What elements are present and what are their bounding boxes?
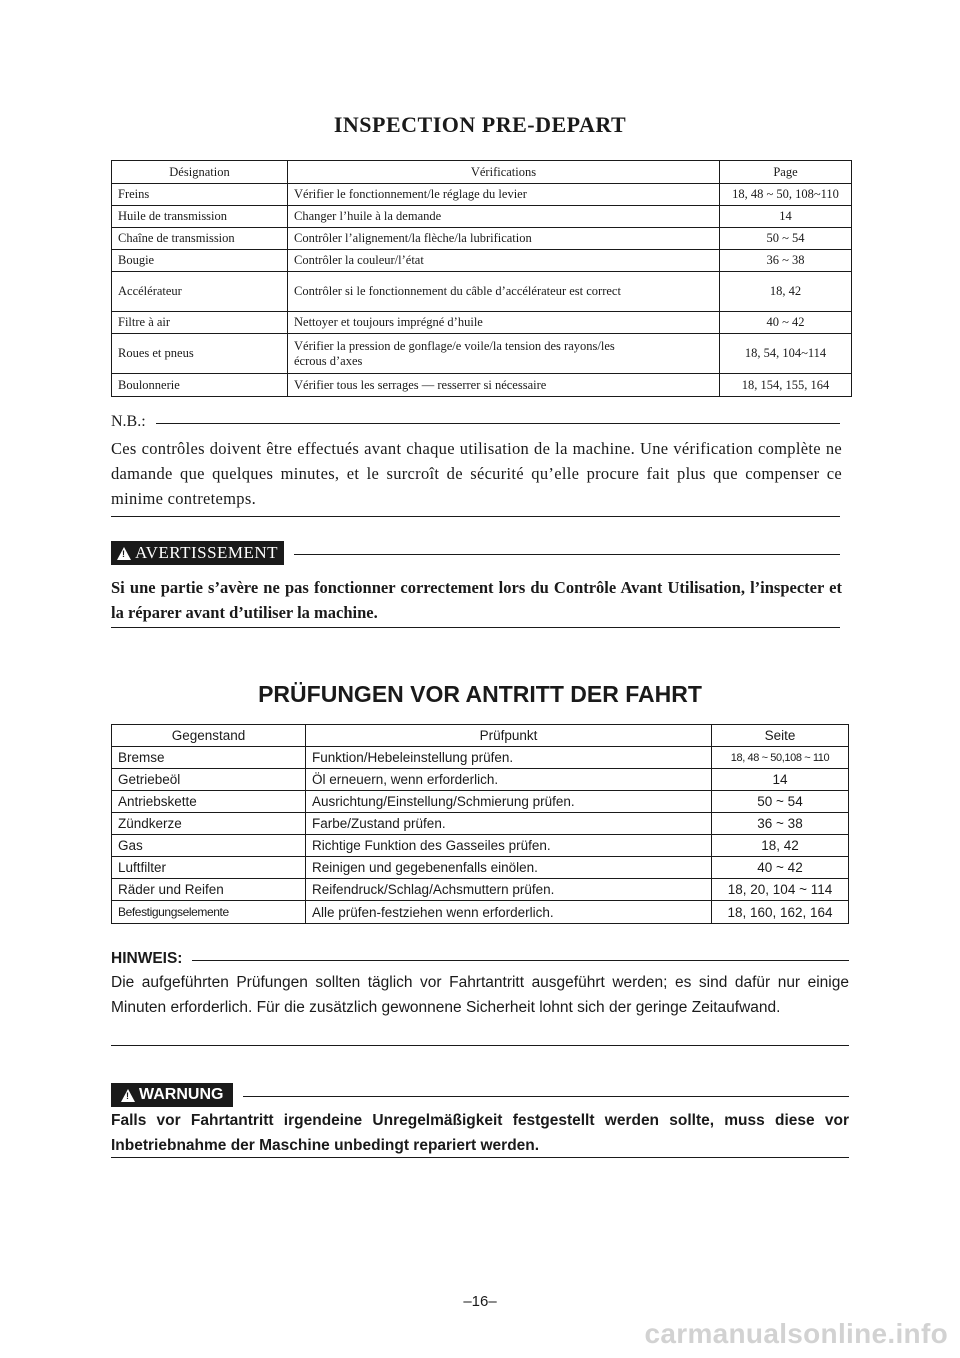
fr-page: 14 — [720, 206, 852, 228]
fr-note-label: N.B.: — [111, 413, 146, 430]
de-check: Ausrichtung/Einstellung/Schmierung prüfen. — [306, 791, 712, 813]
de-check: Alle prüfen-festziehen wenn erforderlich. — [306, 901, 712, 924]
table-row — [112, 206, 852, 228]
table-row — [112, 184, 852, 206]
de-page: 18, 48 ~ 50,108 ~ 110 — [712, 747, 849, 769]
table-row — [112, 747, 849, 769]
fr-check: Contrôler la couleur/l’état — [288, 250, 720, 272]
de-check: Reinigen und gegebenenfalls einölen. — [306, 857, 712, 879]
de-item: Befestigungselemente — [112, 901, 306, 924]
fr-page: 18, 42 — [720, 272, 852, 312]
de-header-gegenstand: Gegenstand — [112, 725, 306, 747]
fr-page: 18, 48 ~ 50, 108~110 — [720, 184, 852, 206]
fr-inspection-table — [111, 160, 852, 397]
fr-item: Bougie — [112, 250, 288, 272]
de-warning-rule — [243, 1096, 849, 1097]
fr-warning-badge — [111, 541, 284, 565]
fr-warning-end-rule — [111, 627, 840, 628]
table-row — [112, 312, 852, 334]
de-warning-end-rule — [111, 1157, 849, 1158]
de-item: Getriebeöl — [112, 769, 306, 791]
table-row — [112, 879, 849, 901]
fr-note-rule — [156, 423, 840, 424]
de-warning-label: WARNUNG — [139, 1086, 224, 1103]
de-item: Luftfilter — [112, 857, 306, 879]
fr-check: Vérifier tous les serrages — resserrer si nécessaire — [288, 374, 720, 397]
fr-table-header-row — [112, 161, 852, 184]
fr-item: Freins — [112, 184, 288, 206]
fr-item: Huile de transmission — [112, 206, 288, 228]
de-check: Reifendruck/Schlag/Achsmuttern prüfen. — [306, 879, 712, 901]
de-note-end-rule — [111, 1045, 849, 1046]
de-inspection-table — [111, 724, 849, 924]
de-table-header-row — [112, 725, 849, 747]
de-page: 18, 160, 162, 164 — [712, 901, 849, 924]
fr-page: 40 ~ 42 — [720, 312, 852, 334]
de-item: Bremse — [112, 747, 306, 769]
warning-triangle-icon: ! — [117, 547, 131, 560]
fr-warning-text: Si une partie s’avère ne pas fonctionner correctement lors du Contrôle Avant Utilisation, l’inspecter et la réparer avant d’utiliser la machine. — [111, 578, 842, 622]
table-row — [112, 857, 849, 879]
fr-note-end-rule — [111, 516, 840, 517]
table-row — [112, 272, 852, 312]
fr-note-text: Ces contrôles doivent être effectués avant chaque utilisation de la machine. Une vérification complète ne damande que quelques minutes, et le surcroît de sécurité qu’elle procure fait plus que compenser ce minime contretemps. — [111, 439, 842, 508]
table-row — [112, 813, 849, 835]
fr-header-verifications: Vérifications — [288, 161, 720, 184]
de-page: 18, 42 — [712, 835, 849, 857]
watermark: carmanualsonline.info — [644, 1318, 948, 1349]
fr-check: Vérifier la pression de gonflage/e voile/la tension des rayons/les écrous d’axes — [288, 334, 720, 374]
de-item: Antriebskette — [112, 791, 306, 813]
de-page: 14 — [712, 769, 849, 791]
table-row — [112, 250, 852, 272]
fr-warning-label: AVERTISSEMENT — [135, 543, 279, 562]
warning-triangle-icon: ! — [121, 1089, 135, 1102]
fr-check: Contrôler si le fonctionnement du câble d’accélérateur est correct — [288, 272, 720, 312]
de-page: 40 ~ 42 — [712, 857, 849, 879]
table-row — [112, 228, 852, 250]
fr-header-page: Page — [720, 161, 852, 184]
fr-check: Nettoyer et toujours imprégné d’huile — [288, 312, 720, 334]
fr-header-designation: Désignation — [112, 161, 288, 184]
fr-page: 18, 154, 155, 164 — [720, 374, 852, 397]
de-check: Funktion/Hebeleinstellung prüfen. — [306, 747, 712, 769]
fr-page: 50 ~ 54 — [720, 228, 852, 250]
fr-check: Contrôler l’alignement/la flèche/la lubrification — [288, 228, 720, 250]
de-header-seite: Seite — [712, 725, 849, 747]
fr-warning-heading — [111, 541, 840, 565]
de-item: Gas — [112, 835, 306, 857]
fr-check: Changer l’huile à la demande — [288, 206, 720, 228]
de-check: Öl erneuern, wenn erforderlich. — [306, 769, 712, 791]
table-row — [112, 791, 849, 813]
table-row — [112, 374, 852, 397]
de-item: Räder und Reifen — [112, 879, 306, 901]
table-row — [112, 901, 849, 924]
de-page-title: PRÜFUNGEN VOR ANTRITT DER FAHRT — [258, 681, 702, 707]
de-item: Zündkerze — [112, 813, 306, 835]
de-warning-heading — [111, 1083, 849, 1107]
de-header-pruefpunkt: Prüfpunkt — [306, 725, 712, 747]
fr-item: Roues et pneus — [112, 334, 288, 374]
de-note-heading — [111, 950, 849, 968]
fr-item: Chaîne de transmission — [112, 228, 288, 250]
fr-item: Accélérateur — [112, 272, 288, 312]
table-row — [112, 334, 852, 374]
de-page: 18, 20, 104 ~ 114 — [712, 879, 849, 901]
de-note-label: HINWEIS: — [111, 950, 183, 967]
de-warning-text: Falls vor Fahrtantritt irgendeine Unregelmäßigkeit festgestellt werden sollte, muss diese vor Inbetriebnahme der Maschine unbedingt repariert werden. — [111, 1112, 849, 1154]
de-note-text: Die aufgeführten Prüfungen sollten täglich vor Fahrtantritt ausgeführt werden; es sind dafür nur einige Minuten erforderlich. Für die zusätzlich gewonnene Sicherheit lohnt sich der geringe Zeitaufwand. — [111, 974, 849, 1016]
de-warning-badge — [111, 1083, 233, 1107]
de-note-rule — [192, 960, 849, 961]
fr-item: Boulonnerie — [112, 374, 288, 397]
de-check: Richtige Funktion des Gasseiles prüfen. — [306, 835, 712, 857]
fr-page: 18, 54, 104~114 — [720, 334, 852, 374]
fr-page: 36 ~ 38 — [720, 250, 852, 272]
de-check: Farbe/Zustand prüfen. — [306, 813, 712, 835]
fr-page-title: INSPECTION PRE-DEPART — [333, 112, 627, 137]
fr-warning-rule — [294, 554, 840, 555]
page-number: –16– — [463, 1293, 497, 1310]
fr-note-heading — [111, 413, 840, 431]
table-row — [112, 769, 849, 791]
fr-check: Vérifier le fonctionnement/le réglage du levier — [288, 184, 720, 206]
fr-item: Filtre à air — [112, 312, 288, 334]
table-row — [112, 835, 849, 857]
de-page: 36 ~ 38 — [712, 813, 849, 835]
de-page: 50 ~ 54 — [712, 791, 849, 813]
